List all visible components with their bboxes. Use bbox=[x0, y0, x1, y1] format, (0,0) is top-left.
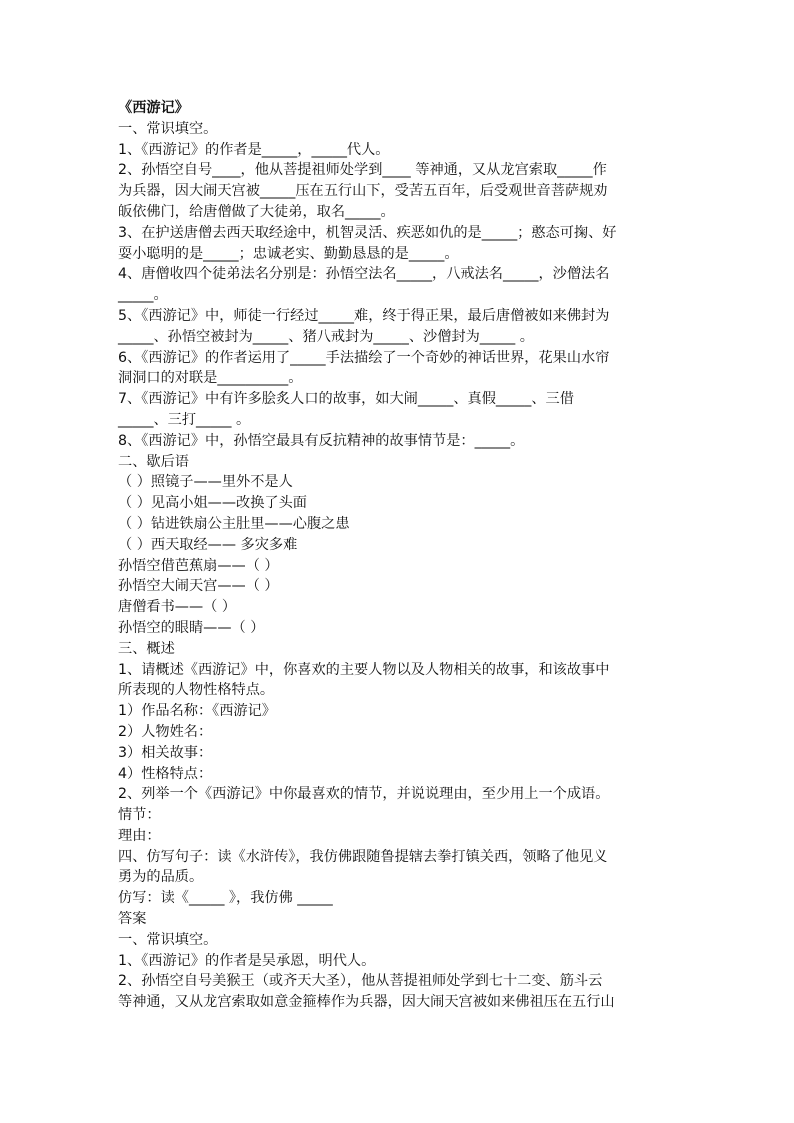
text-line: 7、《西游记》中有许多脍炙人口的故事，如大闹_____、真假_____、三借 bbox=[118, 391, 574, 408]
text-line: 二、歇后语 bbox=[118, 453, 189, 470]
text-line: 2）人物姓名： bbox=[118, 723, 213, 740]
text-line: 等神通，又从龙宫索取如意金箍棒作为兵器，因大闹天宫被如来佛祖压在五行山 bbox=[118, 994, 615, 1011]
text-line: 皈依佛门，给唐僧做了大徒弟，取名_____。 bbox=[118, 203, 395, 220]
text-line: 仿写：读《_____ 》，我仿佛 _____ bbox=[118, 890, 333, 907]
text-line: （ ）见高小姐——改换了头面 bbox=[118, 495, 307, 512]
text-line: 2、孙悟空自号____，他从菩提祖师处学到____ 等神通，又从龙宫索取_____作 bbox=[118, 162, 607, 179]
text-line: 孙悟空的眼睛——（ ） bbox=[118, 619, 265, 636]
text-line: 8、《西游记》中，孙悟空最具有反抗精神的故事情节是：_____。 bbox=[118, 432, 525, 449]
text-line: 3）相关故事： bbox=[118, 744, 213, 761]
text-line: _____、孙悟空被封为_____、猪八戒封为_____、沙僧封为_____ 。 bbox=[118, 328, 534, 345]
text-line: 所表现的人物性格特点。 bbox=[118, 682, 275, 699]
text-line: _____。 bbox=[118, 287, 168, 304]
text-line: 情节： bbox=[118, 807, 161, 824]
text-line: 3、在护送唐僧去西天取经途中，机智灵活、疾恶如仇的是_____；憨态可掬、好 bbox=[118, 224, 617, 241]
text-line: 6、《西游记》的作者运用了_____手法描绘了一个奇妙的神话世界，花果山水帘 bbox=[118, 349, 610, 366]
text-line: 唐僧看书——（ ） bbox=[118, 599, 237, 616]
text-line: 四、仿写句子：读《水浒传》，我仿佛跟随鲁提辖去拳打镇关西，领略了他见义 bbox=[118, 848, 608, 865]
text-line: 孙悟空借芭蕉扇——（ ） bbox=[118, 557, 279, 574]
text-line: 4、唐僧收四个徒弟法名分别是：孙悟空法名_____，八戒法名_____，沙僧法名 bbox=[118, 266, 610, 283]
text-line: 勇为的品质。 bbox=[118, 869, 204, 886]
text-line: 一、常识填空。 bbox=[118, 120, 218, 137]
text-line: 洞洞口的对联是__________。 bbox=[118, 370, 303, 387]
document-body bbox=[118, 119, 678, 1013]
text-line: 1、《西游记》的作者是吴承恩，明代人。 bbox=[118, 952, 376, 969]
text-line: 2、孙悟空自号美猴王（或齐天大圣），他从菩提祖师处学到七十二变、筋斗云 bbox=[118, 973, 603, 990]
text-line: （ ）西天取经—— 多灾多难 bbox=[118, 536, 298, 553]
text-line: 1）作品名称：《西游记》 bbox=[118, 703, 276, 720]
text-line: 为兵器，因大闹天宫被_____压在五行山下，受苦五百年，后受观世音菩萨规劝 bbox=[118, 183, 608, 200]
document-title: 《西游记》 bbox=[118, 100, 189, 116]
text-line: 一、常识填空。 bbox=[118, 931, 218, 948]
text-line: （ ）钻进铁扇公主肚里——心腹之患 bbox=[118, 515, 350, 532]
text-line: 1、请概述《西游记》中，你喜欢的主要人物以及人物相关的故事，和该故事中 bbox=[118, 661, 610, 678]
text-line: 1、《西游记》的作者是_____，_____代人。 bbox=[118, 141, 390, 158]
text-line: 2、列举一个《西游记》中你最喜欢的情节，并说说理由，至少用上一个成语。 bbox=[118, 786, 610, 803]
text-line: 孙悟空大闹天宫——（ ） bbox=[118, 578, 279, 595]
text-line: _____、三打_____ 。 bbox=[118, 411, 251, 428]
text-line: 5、《西游记》中，师徒一行经过_____难，终于得正果，最后唐僧被如来佛封为 bbox=[118, 307, 610, 324]
document-page bbox=[118, 98, 678, 1013]
text-line: 答案 bbox=[118, 911, 147, 928]
text-line: （ ）照镜子——里外不是人 bbox=[118, 474, 293, 491]
text-line: 4）性格特点： bbox=[118, 765, 213, 782]
text-line: 耍小聪明的是_____；忠诚老实、勤勤恳恳的是_____。 bbox=[118, 245, 459, 262]
text-line: 理由： bbox=[118, 827, 161, 844]
text-line: 三、概述 bbox=[118, 640, 175, 657]
